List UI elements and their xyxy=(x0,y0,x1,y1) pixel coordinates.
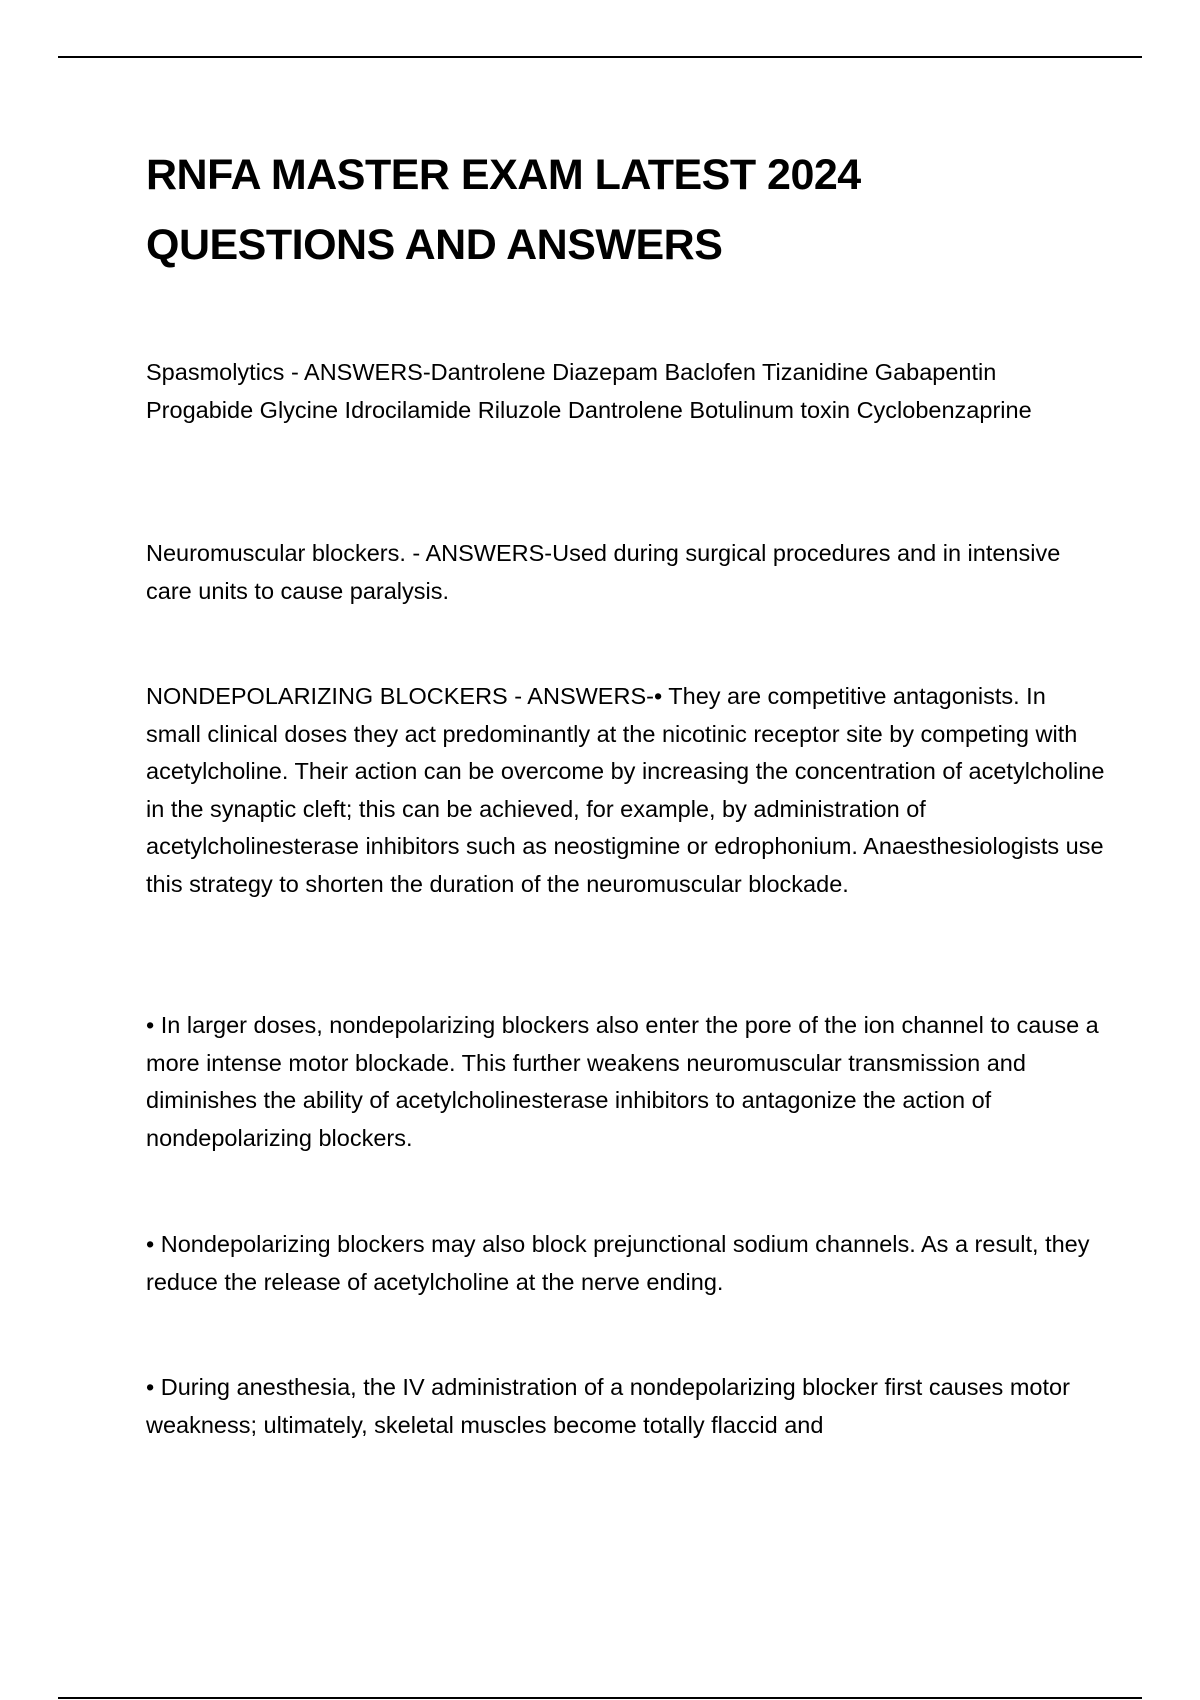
qa-entry-nondepolarizing-blockers: NONDEPOLARIZING BLOCKERS - ANSWERS-• They are competitive antagonists. In small clinical doses they act predominantly at the nicotinic receptor site by competing with acetylcholine. Their action can be overcome by increasing the concentration of acetylcholine in the synaptic cleft; this can be achieved, for example, by administration of acetylcholinesterase inhibitors such as neostigmine or edrophonium. Anaesthesiologists use this strategy to shorten the duration of the neuromuscular blockade. xyxy=(146,683,1105,897)
header-rule xyxy=(58,56,1142,58)
title-line-1: RNFA MASTER EXAM LATEST 2024 xyxy=(146,151,861,199)
bullet-paragraph-larger-doses: • In larger doses, nondepolarizing blockers also enter the pore of the ion channel to cause a more intense motor blockade. This further weakens neuromuscular transmission and diminishes the ability of acetylcholinesterase inhibitors to antagonize the action of nondepolarizing blockers. xyxy=(146,1012,1099,1151)
bullet-paragraph-anesthesia: • During anesthesia, the IV administration of a nondepolarizing blocker first causes motor weakness; ultimately, skeletal muscles become totally flaccid and xyxy=(146,1374,1070,1438)
footer-rule xyxy=(58,1697,1142,1699)
bullet-paragraph-sodium-channels: • Nondepolarizing blockers may also block prejunctional sodium channels. As a result, they reduce the release of acetylcholine at the nerve ending. xyxy=(146,1231,1090,1295)
document-title xyxy=(146,140,1106,280)
title-line-2: QUESTIONS AND ANSWERS xyxy=(146,221,723,269)
qa-entry-neuromuscular-blockers: Neuromuscular blockers. - ANSWERS-Used during surgical procedures and in intensive care units to cause paralysis. xyxy=(146,540,1061,604)
qa-entry-spasmolytics: Spasmolytics - ANSWERS-Dantrolene Diazepam Baclofen Tizanidine Gabapentin Progabide Glycine Idrocilamide Riluzole Dantrolene Botulinum toxin Cyclobenzaprine xyxy=(146,359,1032,423)
